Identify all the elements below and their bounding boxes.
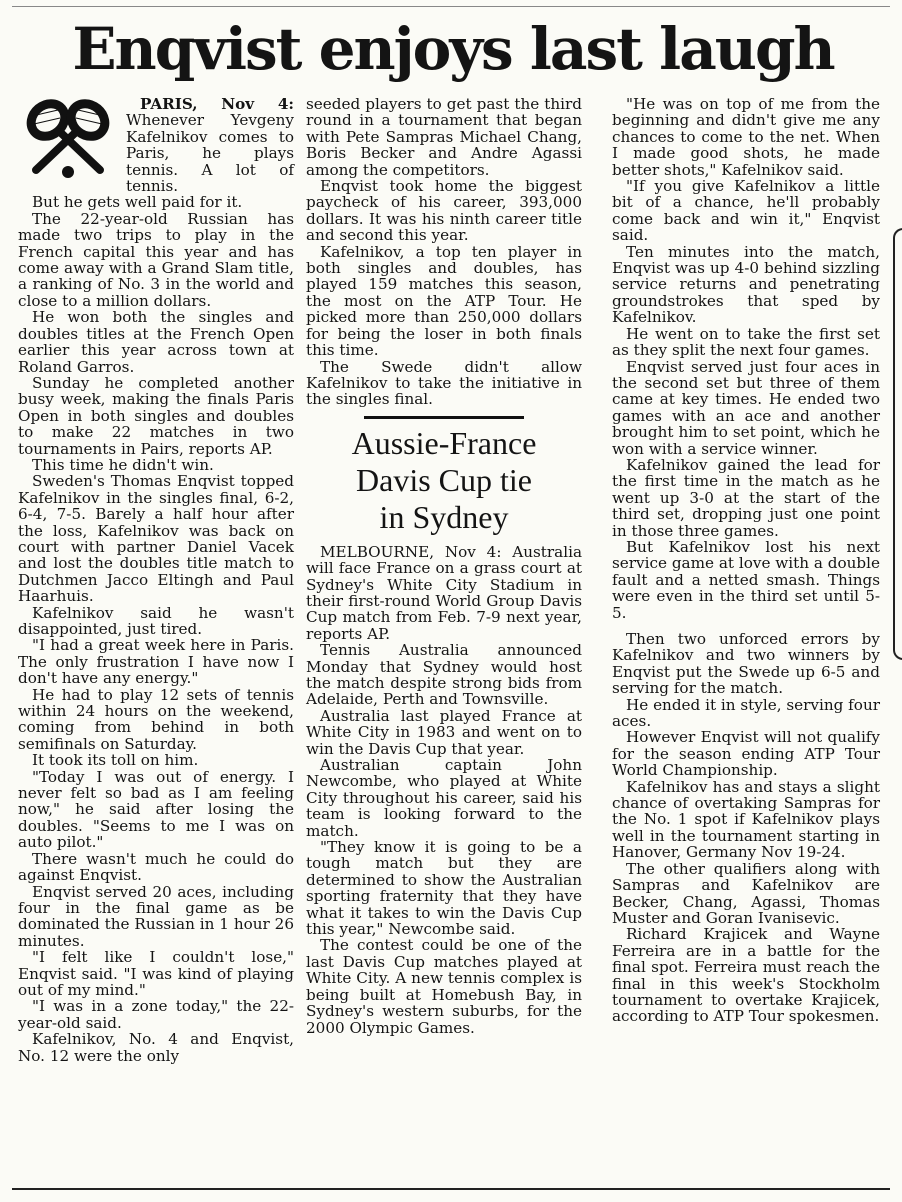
paragraph: Enqvist served just four aces in the second set but three of them came at key times. He ended two games with an ace and another brought him to set point, which he won with a service winner.	[612, 357, 880, 458]
paragraph: Kafelnikov, No. 4 and Enqvist, No. 12 were the only	[18, 1030, 294, 1065]
paragraph: There wasn't much he could do against Enqvist.	[18, 849, 294, 885]
paragraph: Sunday he completed another busy week, making the finals Paris Open in both singles and doubles to make 22 matches in two tournaments in Pairs, reports AP.	[18, 373, 294, 458]
paragraph: "Today I was out of energy. I never felt so bad as I am feeling now," he said after losing the doubles. "Seems to me I was on auto pilot."	[18, 767, 294, 852]
paragraph: He went on to take the first set as they split the next four games.	[612, 324, 880, 360]
paragraph: "If you give Kafelnikov a little bit of a chance, he'll probably come back and win it," Enqvist said.	[612, 177, 880, 245]
lead-text: Whenever Yevgeny Kafelnikov comes to Paris, he plays tennis. A lot of tennis.	[126, 111, 294, 196]
paragraph: Australian captain John Newcombe, who played at White City throughout his career, said his team is looking forward to the match.	[306, 756, 582, 840]
headline-line: in Sydney	[379, 498, 509, 535]
paragraph: "He was on top of me from the beginning and didn't give me any chances to come to the net. When I made good shots, he made better shots," Kafelnikov said.	[612, 95, 880, 179]
paragraph: Kafelnikov said he wasn't disappointed, just tired.	[18, 603, 294, 638]
paragraph: The contest could be one of the last Davis Cup matches played at White City. A new tennis complex is being built at Homebush Bay, in Sydney's western suburbs, for the 2000 Olympic Games.	[306, 936, 582, 1037]
dateline: PARIS, Nov 4:	[140, 95, 294, 113]
paragraph: Kafelnikov, a top ten player in both singles and doubles, has played 159 matches this season, the most on the ATP Tour. He picked more than 250,000 dollars for being the loser in both finals this time.	[306, 242, 582, 360]
paragraph: Richard Krajicek and Wayne Ferreira are in a battle for the final spot. Ferreira must reach the final in this week's Stockholm tournament to overtake Krajicek, according to ATP Tour spokesmen.	[612, 925, 880, 1026]
lead-text: Australia will face France on a grass court at Sydney's White City Stadium in their first-round World Group Davis Cup match from Feb. 7-9 next year, reports AP.	[306, 542, 582, 643]
paragraph: "I was in a zone today," the 22-year-old said.	[18, 997, 294, 1032]
main-headline: Enqvist enjoys last laugh	[72, 15, 834, 83]
lead-paragraph	[306, 544, 582, 642]
paragraph: "They know it is going to be a tough match but they are determined to show the Australian sporting fraternity that they have what it takes to win the Davis Cup this year," Newcombe said.	[306, 838, 582, 939]
paragraph: Then two unforced errors by Kafelnikov and two winners by Enqvist put the Swede up 6-5 and serving for the match.	[612, 630, 880, 698]
second-story-headline	[306, 425, 582, 536]
paragraph: Enqvist took home the biggest paycheck of his career, 393,000 dollars. It was his ninth career title and second this year.	[306, 177, 582, 245]
paragraph: Ten minutes into the match, Enqvist was up 4-0 behind sizzling service returns and penetrating groundstrokes that sped by Kafelnikov.	[612, 242, 880, 327]
dateline: MELBOURNE, Nov 4:	[320, 542, 502, 561]
paragraph: Kafelnikov has and stays a slight chance of overtaking Sampras for the No. 1 spot if Kafelnikov plays well in the tournament starting in Hanover, Germany Nov 19-24.	[612, 777, 880, 862]
bottom-border	[12, 1188, 890, 1190]
headline-line: Davis Cup tie	[356, 461, 532, 498]
margin-bracket	[893, 228, 902, 660]
paragraph: He ended it in style, serving four aces.	[612, 695, 880, 731]
paragraph: The Swede didn't allow Kafelnikov to take the initiative in the singles final.	[306, 357, 582, 409]
paragraph: He won both the singles and doubles titles at the French Open earlier this year across town at Roland Garros.	[18, 308, 294, 376]
column-1	[18, 96, 294, 1064]
paragraph: He had to play 12 sets of tennis within 24 hours on the weekend, coming from behind in both semifinals on Saturday.	[18, 685, 294, 753]
paragraph: It took its toll on him.	[32, 751, 199, 770]
paragraph: seeded players to get past the third round in a tournament that began with Pete Sampras Michael Chang, Boris Becker and Andre Agassi among the competitors.	[306, 95, 582, 179]
paragraph: The 22-year-old Russian has made two trips to play in the French capital this year and has come away with a Grand Slam title, a ranking of No. 3 in the world and close to a million dollars.	[18, 209, 294, 310]
paragraph: The other qualifiers along with Sampras and Kafelnikov are Becker, Chang, Agassi, Thomas Muster and Goran Ivanisevic.	[612, 859, 880, 927]
paragraph: This time he didn't win.	[32, 455, 214, 474]
column-3	[612, 96, 880, 1025]
paragraph: "I felt like I couldn't lose," Enqvist said. "I was kind of playing out of my mind."	[18, 948, 294, 999]
paragraph: "I had a great week here in Paris. The only frustration I have now I don't have any energy."	[18, 636, 294, 688]
paragraph: Sweden's Thomas Enqvist topped Kafelnikov in the singles final, 6-2, 6-4, 7-5. Barely a half hour after the loss, Kafelnikov was back on court with partner Daniel Vacek and lost the doubles title match to Dutchmen Jacco Eltingh and Paul Haarhuis.	[18, 472, 294, 606]
paragraph: Enqvist served 20 aces, including four in the final game as be dominated the Russian in 1 hour 26 minutes.	[18, 882, 294, 950]
section-divider	[364, 416, 524, 419]
paragraph: However Enqvist will not qualify for the season ending ATP Tour World Championship.	[612, 728, 880, 780]
paragraph: Australia last played France at White City in 1983 and went on to win the Davis Cup that year.	[306, 706, 582, 758]
paragraph: But Kafelnikov lost his next service game at love with a double fault and a netted smash. Things were even in the third set until 5-5.	[612, 537, 880, 622]
paragraph: But he gets well paid for it.	[32, 193, 243, 212]
paragraph: Kafelnikov gained the lead for the first time in the match as he went up 3-0 at the start of the third set, dropping just one point in those three games.	[612, 455, 880, 540]
headline-line: Aussie-France	[351, 424, 537, 461]
column-2	[306, 96, 582, 1036]
tennis-rackets-icon	[18, 96, 118, 180]
paragraph: Tennis Australia announced Monday that Sydney would host the match despite strong bids from Adelaide, Perth and Townsville.	[306, 641, 582, 709]
